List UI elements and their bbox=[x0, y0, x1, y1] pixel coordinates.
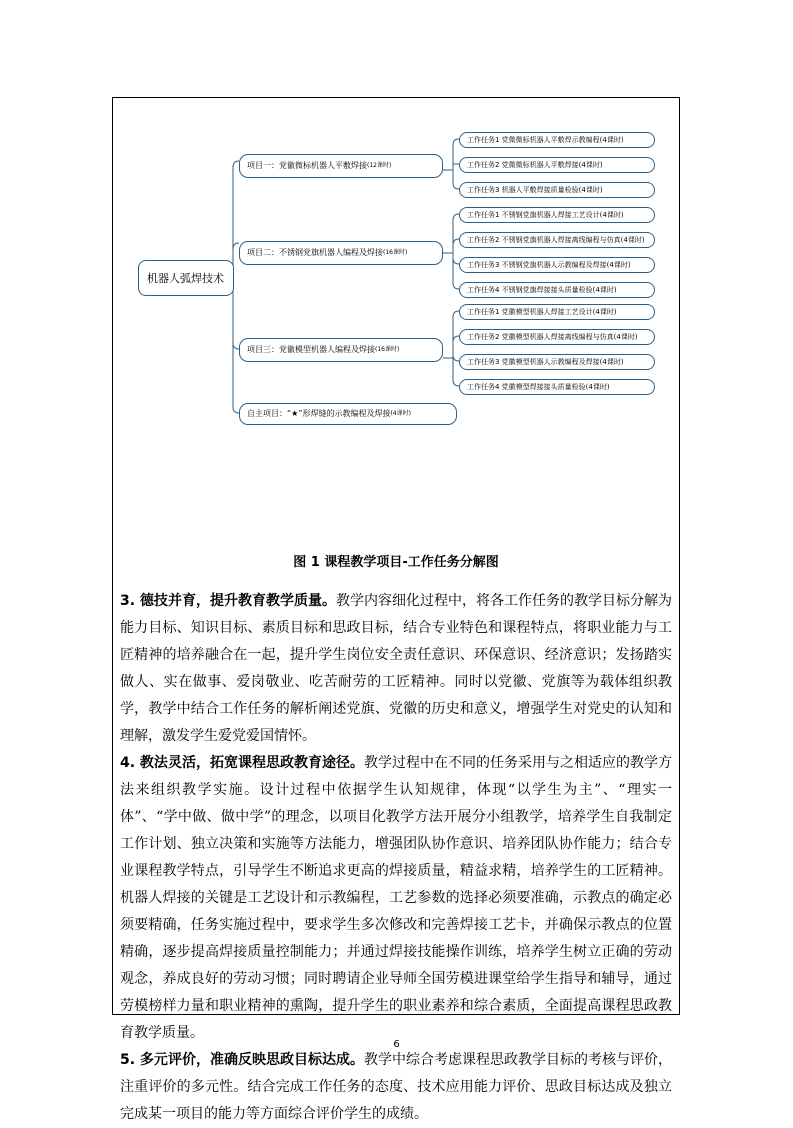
task-node bbox=[459, 354, 655, 370]
connector-project-3 bbox=[453, 336, 459, 358]
root-node bbox=[138, 260, 234, 296]
task-node bbox=[459, 257, 655, 273]
paragraph-heading: 3. 德技并育，提升教育教学质量。 bbox=[120, 593, 336, 609]
project-label: 项目一：党徽微标机器人平敷焊接 bbox=[247, 161, 367, 170]
project-label: 项目三：党徽模型机器人编程及焊接 bbox=[247, 345, 375, 354]
project-label: 自主项目：“★”形焊缝的示教编程及焊接 bbox=[247, 409, 391, 418]
content-frame bbox=[112, 97, 680, 1122]
task-label: 工作任务3 党徽模型机器人示教编程及焊接(4课时) bbox=[467, 357, 624, 366]
paragraph-text: 教学中综合考虑课程思政教学目标的考核与评价，注重评价的多元性。结合完成工作任务的态度、技术应用能力评价、思政目标达成及独立完成某一项目的能力等方面综合评价学生的成绩。 bbox=[120, 1052, 673, 1122]
task-node bbox=[459, 207, 655, 223]
task-label: 工作任务4 不锈钢党旗焊接接头质量检验(4课时) bbox=[467, 285, 617, 294]
connector-project-2 bbox=[453, 253, 459, 289]
figure-caption: 图 1 课程教学项目-工作任务分解图 bbox=[293, 555, 499, 570]
paragraph-text: 教学内容细化过程中，将各工作任务的教学目标分解为能力目标、知识目标、素质目标和思政目标，结合专业特色和课程特点，将职业能力与工匠精神的培养融合在一起，提升学生岗位安全责任意识、环保意识、经济意识；发扬踏实做人、实在做事、爱岗敬业、吃苦耐劳的工匠精神。同时以党徽、党旗等为载体组织教学，教学中结合工作任务的解析阐述党旗、党徽的历史和意义，增强学生对党史的认知和理解，激发学生爱党爱国情怀。 bbox=[120, 593, 673, 744]
task-label: 工作任务3 不锈钢党旗机器人示教编程及焊接(4课时) bbox=[467, 260, 631, 269]
project-node-2 bbox=[239, 241, 443, 265]
root-node-label: 机器人弧焊技术 bbox=[147, 271, 224, 285]
page-number: 6 bbox=[393, 1039, 400, 1050]
task-label: 工作任务1 党徽模型机器人焊接工艺设计(4课时) bbox=[467, 307, 617, 316]
project-label: 项目二：不锈钢党旗机器人编程及焊接 bbox=[247, 248, 383, 257]
task-label: 工作任务2 党微微标机器人平敷焊接(4课时) bbox=[467, 160, 603, 169]
project-hours: (16课时) bbox=[375, 346, 400, 353]
task-label: 工作任务1 党微微标机器人平敷焊示教编程(4课时) bbox=[467, 135, 624, 144]
task-label: 工作任务3 机器人平敷焊接质量检验(4课时) bbox=[467, 185, 603, 194]
connector-project-3 bbox=[443, 311, 459, 358]
paragraph bbox=[120, 1047, 672, 1128]
task-node bbox=[459, 329, 655, 345]
project-hours: (4课时) bbox=[390, 410, 411, 417]
task-label: 工作任务4 党徽模型焊接接头质量检验(4课时) bbox=[467, 382, 610, 391]
project-hours: (16课时) bbox=[383, 249, 408, 256]
project-node-1 bbox=[239, 154, 443, 178]
connector-project-1 bbox=[443, 139, 459, 170]
task-node bbox=[459, 232, 655, 248]
task-label: 工作任务1 不锈钢党旗机器人焊接工艺设计(4课时) bbox=[467, 210, 624, 219]
connector-project-2 bbox=[443, 214, 459, 253]
paragraph-text: 教学过程中在不同的任务采用与之相适应的教学方法来组织教学实施。设计过程中依据学生认知规律，体现“以学生为主”、“理实一体”、“学中做、做中学”的理念，以项目化教学方法开展分小组教学，培养学生自我制定工作计划、独立决策和实施等方法能力，增强团队协作意识、培养团队协作能力；结合专业课程教学特点，引导学生不断追求更高的焊接质量，精益求精，培养学生的工匠精神。机器人焊接的关键是工艺设计和示教编程，工艺参数的选择必须要准确，示教点的确定必须要精确，任务实施过程中，要求学生多次修改和完善焊接工艺卡，并确保示教点的位置精确，逐步提高焊接质量控制能力；并通过焊接技能操作训练，培养学生树立正确的劳动观念，养成良好的劳动习惯；同时聘请企业导师全国劳模进课堂给学生指导和辅导，通过劳模榜样力量和职业精神的熏陶，提升学生的职业素养和综合素质，全面提高课程思政教育教学质量。 bbox=[120, 755, 673, 1041]
project-hours: (12课时) bbox=[367, 162, 392, 169]
task-node bbox=[459, 132, 655, 148]
task-node bbox=[459, 182, 655, 198]
connector-root bbox=[233, 161, 239, 278]
connector-project-1 bbox=[453, 170, 459, 189]
task-node bbox=[459, 282, 655, 298]
project-node-self bbox=[239, 403, 457, 425]
paragraph-heading: 4. 教法灵活，拓宽课程思政教育途径。 bbox=[120, 755, 364, 771]
paragraph bbox=[120, 588, 672, 750]
task-label: 工作任务2 不锈钢党旗机器人焊接离线编程与仿真(4课时) bbox=[467, 235, 645, 244]
task-node bbox=[459, 304, 655, 320]
project-node-3 bbox=[239, 338, 443, 362]
task-node bbox=[459, 379, 655, 395]
paragraph bbox=[120, 750, 672, 1047]
paragraph-heading: 5. 多元评价，准确反映思政目标达成。 bbox=[120, 1052, 364, 1068]
task-node bbox=[459, 157, 655, 173]
connector-project-2 bbox=[453, 253, 459, 264]
task-label: 工作任务2 党徽模型机器人焊接离线编程与仿真(4课时) bbox=[467, 332, 638, 341]
